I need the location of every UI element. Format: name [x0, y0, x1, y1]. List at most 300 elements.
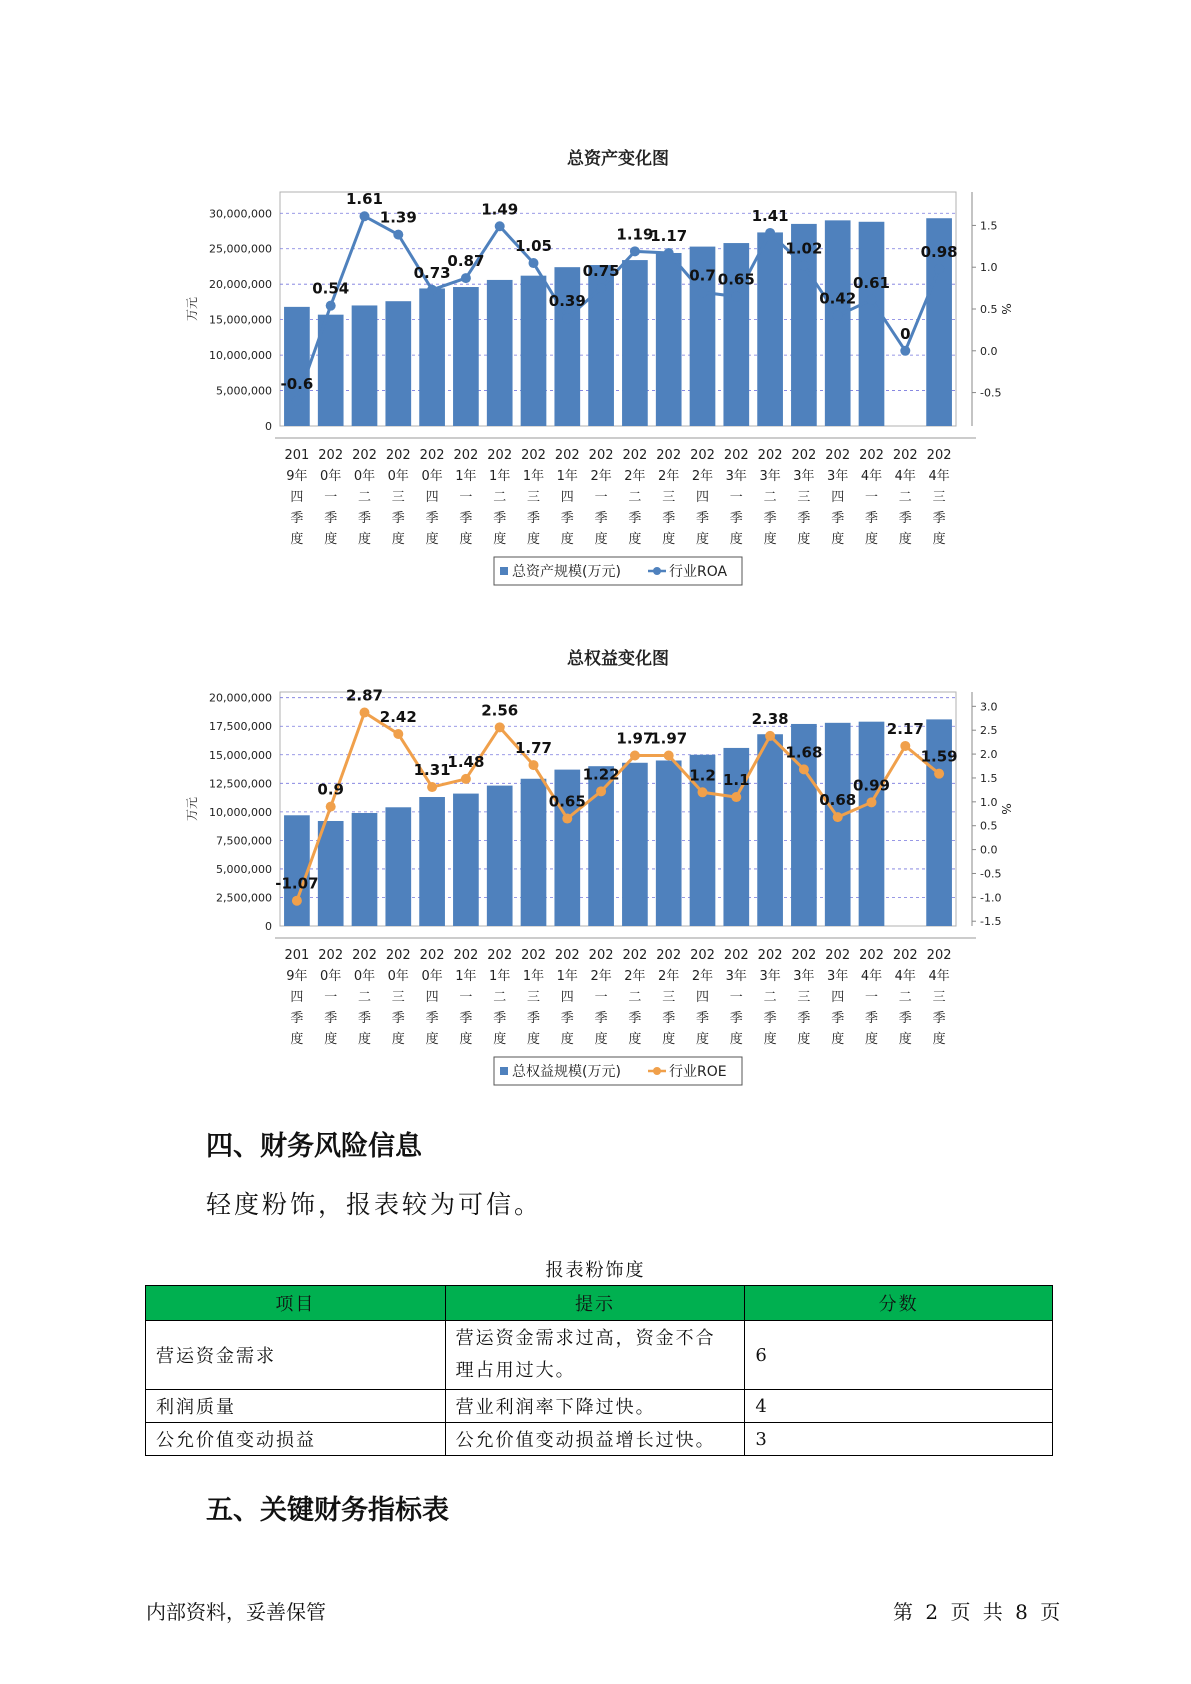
x-tick-label: 度	[290, 532, 304, 547]
data-label: 2.56	[481, 701, 519, 720]
x-tick-label: 度	[357, 532, 372, 547]
x-tick-label: 季	[357, 1011, 372, 1026]
bar	[419, 797, 445, 926]
data-label: 0.42	[819, 289, 857, 308]
x-tick-label: 二	[357, 490, 372, 505]
x-tick-label: 季	[425, 511, 439, 526]
line-point	[664, 248, 674, 258]
x-tick-label: 季	[324, 1011, 338, 1026]
total-equity-chart	[0, 640, 1191, 1090]
section-heading-financial-risk: 四、财务风险信息	[206, 1131, 422, 1162]
x-tick-label: 202	[622, 948, 648, 963]
y2-tick-label: 0.5	[980, 303, 998, 316]
x-tick-label: 二	[898, 490, 912, 505]
x-tick-label: 季	[763, 1011, 777, 1026]
data-label: 1.68	[785, 743, 823, 762]
x-tick-label: 202	[757, 448, 783, 463]
x-tick-label: 度	[695, 532, 710, 547]
line-point	[900, 346, 910, 356]
data-label: 2.38	[751, 709, 789, 728]
line-point	[562, 313, 572, 323]
x-tick-label: 度	[526, 1032, 541, 1047]
table-cell-item: 营运资金需求	[146, 1321, 446, 1390]
y-tick-label: 20,000,000	[209, 691, 272, 705]
x-tick-label: 度	[459, 532, 473, 547]
x-tick-label: 二	[493, 990, 507, 1005]
bar	[284, 307, 310, 426]
x-tick-label: 度	[729, 532, 743, 547]
line-point	[393, 230, 403, 240]
y2-tick-label: -1.0	[980, 891, 1002, 905]
footer-page-number: 第 2 页 共 8 页	[893, 1600, 1061, 1624]
x-tick-label: 202	[318, 448, 344, 463]
table-row	[146, 1390, 1053, 1423]
y-tick-label: 5,000,000	[216, 862, 272, 876]
x-tick-label: 202	[352, 948, 377, 963]
data-label: 1.1	[723, 771, 750, 790]
x-tick-label: 202	[487, 448, 513, 463]
x-tick-label: 2年	[691, 469, 714, 484]
x-tick-label: 季	[594, 1011, 608, 1026]
x-tick-label: 季	[425, 1011, 439, 1026]
bar	[385, 807, 411, 926]
bar	[521, 276, 547, 426]
x-tick-label: 度	[831, 1032, 845, 1047]
x-tick-label: 3年	[759, 969, 781, 984]
table-header-cell: 提示	[445, 1286, 745, 1321]
y-tick-label: 7,500,000	[216, 834, 272, 848]
data-label: 0.9	[317, 780, 344, 799]
y2-tick-label: 0.0	[980, 344, 998, 358]
x-tick-label: 三	[932, 990, 946, 1005]
table-header-cell: 分数	[745, 1286, 1053, 1321]
footer-confidential: 内部资料，妥善保管	[146, 1600, 326, 1624]
x-tick-label: 度	[898, 1032, 912, 1047]
x-tick-label: 4年	[860, 469, 883, 484]
bar	[487, 280, 513, 426]
line-point	[731, 792, 741, 802]
x-tick-label: 季	[729, 511, 743, 526]
data-label: -1.07	[275, 874, 319, 893]
table-caption: 报表粉饰度	[545, 1260, 646, 1281]
line-point	[360, 211, 370, 221]
x-tick-label: 2年	[590, 969, 612, 984]
x-tick-label: 度	[662, 1032, 676, 1047]
y-tick-label: 20,000,000	[209, 278, 272, 292]
line-point	[833, 812, 843, 822]
y-tick-label: 5,000,000	[216, 384, 272, 398]
x-tick-label: 三	[391, 490, 405, 505]
x-tick-label: 度	[729, 1032, 743, 1047]
data-label: 1.97	[650, 729, 688, 748]
x-tick-label: 度	[560, 1032, 574, 1047]
y2-tick-label: -1.5	[980, 915, 1002, 929]
x-tick-label: 3年	[725, 469, 747, 484]
x-tick-label: 2年	[691, 969, 714, 984]
data-label: 1.02	[785, 239, 823, 258]
bar	[385, 301, 411, 426]
x-tick-label: 三	[797, 990, 811, 1005]
x-tick-label: 四	[425, 490, 439, 505]
bar	[352, 305, 378, 426]
bar	[825, 723, 851, 926]
y2-tick-label: 1.0	[980, 795, 998, 809]
table-cell-score: 3	[745, 1423, 1053, 1456]
x-tick-label: 1年	[522, 969, 545, 984]
x-tick-label: 0年	[320, 969, 342, 984]
x-tick-label: 季	[695, 1011, 710, 1026]
line-point	[393, 729, 403, 739]
x-tick-label: 202	[521, 448, 546, 463]
x-tick-label: 度	[932, 532, 946, 547]
x-tick-label: 202	[791, 948, 817, 963]
x-tick-label: 3年	[793, 969, 815, 984]
data-label: 0.73	[413, 263, 451, 282]
x-tick-label: 一	[729, 490, 743, 505]
table-header-row	[146, 1286, 1053, 1321]
x-tick-label: 度	[797, 532, 811, 547]
legend-label: 行业ROE	[669, 1064, 727, 1080]
y2-axis-label: %	[999, 303, 1013, 315]
bar	[352, 813, 378, 926]
bar	[622, 763, 648, 926]
x-tick-label: 2年	[590, 469, 612, 484]
total-assets-chart-svg	[0, 140, 1191, 590]
x-tick-label: 202	[352, 448, 377, 463]
x-tick-label: 9年	[286, 969, 308, 984]
legend-label: 总权益规模(万元)	[512, 1064, 621, 1080]
x-tick-label: 二	[628, 490, 642, 505]
x-tick-label: 季	[526, 1011, 541, 1026]
x-tick-label: 季	[391, 1011, 405, 1026]
x-tick-label: 季	[695, 511, 710, 526]
bar	[453, 794, 479, 926]
x-tick-label: 三	[662, 490, 676, 505]
x-tick-label: 四	[831, 490, 845, 505]
x-tick-label: 三	[662, 990, 676, 1005]
x-tick-label: 季	[864, 1011, 879, 1026]
x-tick-label: 一	[729, 990, 743, 1005]
y2-tick-label: 1.5	[980, 219, 998, 233]
data-label: 2.17	[886, 719, 924, 738]
x-tick-label: 季	[560, 1011, 574, 1026]
line-point	[799, 764, 809, 774]
bar	[284, 815, 310, 926]
x-tick-label: 3年	[827, 469, 849, 484]
x-tick-label: 季	[628, 511, 642, 526]
x-tick-label: 4年	[894, 469, 916, 484]
y-tick-label: 15,000,000	[209, 748, 272, 762]
x-tick-label: 季	[493, 511, 507, 526]
x-tick-label: 0年	[353, 969, 376, 984]
table-header-cell: 项目	[146, 1286, 446, 1321]
x-tick-label: 一	[459, 990, 473, 1005]
x-tick-label: 度	[391, 532, 405, 547]
y-tick-label: 2,500,000	[216, 891, 272, 905]
x-tick-label: 202	[487, 948, 513, 963]
x-tick-label: 季	[324, 511, 338, 526]
x-tick-label: 202	[554, 948, 580, 963]
line-point	[630, 246, 640, 256]
y2-tick-label: 1.5	[980, 771, 998, 785]
line-point	[934, 264, 944, 274]
x-tick-label: 2年	[658, 969, 680, 984]
x-tick-label: 度	[797, 1032, 811, 1047]
x-tick-label: 度	[662, 532, 676, 547]
data-label: 0.7	[689, 266, 716, 285]
line-point	[495, 221, 505, 231]
x-tick-label: 202	[926, 448, 952, 463]
risk-summary-text: 轻度粉饰，报表较为可信。	[206, 1190, 543, 1219]
legend-label: 总资产规模(万元)	[512, 564, 621, 580]
x-tick-label: 202	[892, 948, 918, 963]
table-row	[146, 1423, 1053, 1456]
y-tick-label: 0	[265, 920, 272, 933]
bar	[757, 734, 783, 926]
line-point	[461, 774, 471, 784]
table-row	[146, 1321, 1053, 1390]
legend-swatch-bar	[500, 1067, 508, 1075]
data-label: 2.87	[345, 686, 384, 705]
x-tick-label: 0年	[387, 969, 409, 984]
bar	[622, 260, 648, 426]
y-tick-label: 25,000,000	[209, 242, 272, 256]
data-label: 1.61	[345, 190, 384, 209]
line-point	[596, 786, 606, 796]
line-point	[427, 782, 437, 792]
line-point	[664, 751, 674, 761]
x-tick-label: 季	[493, 1011, 507, 1026]
x-tick-label: 度	[324, 532, 338, 547]
x-tick-label: 三	[932, 490, 946, 505]
line-point	[698, 287, 708, 297]
data-label: 1.17	[650, 227, 688, 246]
x-tick-label: 3年	[725, 969, 747, 984]
x-tick-label: 202	[859, 948, 884, 963]
x-tick-label: 1年	[489, 969, 511, 984]
x-tick-label: 202	[825, 448, 851, 463]
x-tick-label: 0年	[387, 469, 409, 484]
data-label: 0.99	[852, 776, 891, 795]
x-tick-label: 季	[560, 511, 574, 526]
bar	[521, 779, 547, 926]
x-tick-label: 季	[898, 1011, 912, 1026]
x-tick-label: 202	[453, 948, 479, 963]
line-point	[562, 814, 572, 824]
x-tick-label: 1年	[556, 469, 578, 484]
x-tick-label: 度	[594, 532, 608, 547]
data-label: 1.22	[582, 765, 620, 784]
line-point	[326, 802, 336, 812]
x-tick-label: 度	[290, 1032, 304, 1047]
data-label: 1.97	[616, 729, 654, 748]
bar	[656, 253, 682, 426]
x-tick-label: 季	[459, 1011, 473, 1026]
x-tick-label: 1年	[455, 469, 477, 484]
y-tick-label: 30,000,000	[209, 207, 272, 221]
x-tick-label: 202	[690, 948, 715, 963]
x-tick-label: 202	[318, 948, 344, 963]
legend-swatch-point	[653, 1067, 661, 1075]
bar	[757, 232, 783, 426]
x-tick-label: 三	[797, 490, 811, 505]
x-tick-label: 度	[628, 532, 642, 547]
x-tick-label: 度	[898, 532, 912, 547]
legend-swatch-bar	[500, 567, 508, 575]
x-tick-label: 度	[425, 532, 439, 547]
line-point	[596, 283, 606, 293]
line-point	[360, 708, 370, 718]
line-point	[867, 797, 877, 807]
data-label: 1.39	[379, 208, 417, 227]
x-tick-label: 1年	[455, 969, 477, 984]
x-tick-label: 季	[797, 511, 811, 526]
x-tick-label: 四	[695, 990, 710, 1005]
x-tick-label: 度	[695, 1032, 710, 1047]
x-tick-label: 一	[324, 990, 338, 1005]
x-tick-label: 二	[628, 990, 642, 1005]
x-tick-label: 二	[763, 490, 777, 505]
x-tick-label: 季	[898, 511, 912, 526]
y2-tick-label: 3.0	[980, 700, 998, 714]
table-cell-score: 6	[745, 1321, 1053, 1390]
x-tick-label: 202	[588, 448, 614, 463]
x-tick-label: 季	[594, 511, 608, 526]
data-label: -0.6	[280, 374, 314, 393]
y2-axis-label: %	[999, 803, 1013, 815]
x-tick-label: 3年	[793, 469, 815, 484]
table-cell-item: 利润质量	[146, 1390, 446, 1423]
x-tick-label: 202	[554, 448, 580, 463]
data-label: 1.19	[616, 225, 654, 244]
line-point	[934, 769, 944, 779]
x-tick-label: 季	[763, 511, 777, 526]
x-tick-label: 季	[797, 1011, 811, 1026]
data-label: 0.65	[548, 792, 586, 811]
bar	[825, 220, 851, 426]
y2-tick-label: 1.0	[980, 261, 998, 275]
x-tick-label: 度	[628, 1032, 642, 1047]
chart-title: 总资产变化图	[567, 149, 669, 169]
x-tick-label: 度	[493, 1032, 507, 1047]
x-tick-label: 度	[459, 1032, 473, 1047]
x-tick-label: 度	[763, 1032, 777, 1047]
x-tick-label: 202	[859, 448, 884, 463]
x-tick-label: 202	[453, 448, 479, 463]
data-label: 1.2	[689, 766, 716, 785]
x-tick-label: 4年	[894, 969, 916, 984]
x-tick-label: 9年	[286, 469, 308, 484]
x-tick-label: 202	[419, 448, 445, 463]
x-tick-label: 202	[588, 948, 614, 963]
x-tick-label: 一	[864, 490, 879, 505]
x-tick-label: 二	[763, 990, 777, 1005]
data-label: 0.39	[548, 292, 586, 311]
table-cell-hint: 营运资金需求过高，资金不合理占用过大。	[445, 1321, 745, 1390]
x-tick-label: 四	[560, 990, 574, 1005]
data-label: 1.49	[481, 200, 519, 219]
x-tick-label: 一	[594, 990, 608, 1005]
x-tick-label: 度	[763, 532, 777, 547]
x-tick-label: 四	[831, 990, 845, 1005]
x-tick-label: 度	[526, 532, 541, 547]
line-point	[698, 787, 708, 797]
x-tick-label: 202	[385, 948, 411, 963]
data-label: 1.05	[514, 237, 553, 256]
x-tick-label: 四	[425, 990, 439, 1005]
line-point	[292, 896, 302, 906]
table-cell-item: 公允价值变动损益	[146, 1423, 446, 1456]
x-tick-label: 季	[290, 511, 304, 526]
x-tick-label: 二	[357, 990, 372, 1005]
data-label: 1.59	[920, 747, 958, 766]
bar	[656, 760, 682, 926]
x-tick-label: 季	[526, 511, 541, 526]
bar	[554, 267, 580, 426]
x-tick-label: 二	[898, 990, 912, 1005]
y2-tick-label: -0.5	[980, 386, 1002, 400]
x-tick-label: 季	[662, 1011, 676, 1026]
data-label: 1.48	[447, 752, 485, 771]
total-equity-chart-svg	[0, 640, 1191, 1090]
x-tick-label: 201	[284, 948, 310, 963]
bar	[859, 222, 885, 426]
x-tick-label: 4年	[928, 969, 950, 984]
data-label: 0.98	[920, 242, 958, 261]
x-tick-label: 201	[284, 448, 310, 463]
x-tick-label: 三	[391, 990, 405, 1005]
x-tick-label: 四	[290, 990, 304, 1005]
line-point	[427, 285, 437, 295]
bar	[859, 722, 885, 926]
x-tick-label: 度	[932, 1032, 946, 1047]
line-point	[900, 741, 910, 751]
x-tick-label: 0年	[421, 469, 443, 484]
legend-swatch-point	[653, 567, 661, 575]
chart-title: 总权益变化图	[567, 649, 669, 669]
y2-tick-label: -0.5	[980, 867, 1002, 881]
x-tick-label: 度	[357, 1032, 372, 1047]
legend-label: 行业ROA	[669, 564, 728, 580]
x-tick-label: 季	[459, 511, 473, 526]
y-tick-label: 10,000,000	[209, 805, 272, 819]
x-tick-label: 202	[791, 448, 817, 463]
x-tick-label: 202	[385, 448, 411, 463]
data-label: 0.54	[312, 279, 350, 298]
x-tick-label: 3年	[759, 469, 781, 484]
section-heading-key-indicators: 五、关键财务指标表	[206, 1495, 449, 1526]
x-tick-label: 度	[594, 1032, 608, 1047]
x-tick-label: 季	[290, 1011, 304, 1026]
bar	[487, 786, 513, 926]
y-tick-label: 15,000,000	[209, 313, 272, 327]
x-tick-label: 度	[831, 532, 845, 547]
data-label: 1.77	[514, 739, 553, 758]
y-tick-label: 12,500,000	[209, 777, 272, 791]
table-cell-score: 4	[745, 1390, 1053, 1423]
data-label: 1.31	[413, 761, 451, 780]
line-point	[326, 301, 336, 311]
y-axis-label: 万元	[185, 296, 199, 322]
x-tick-label: 二	[493, 490, 507, 505]
x-tick-label: 一	[324, 490, 338, 505]
data-label: 0.87	[447, 252, 485, 271]
bar	[419, 288, 445, 426]
x-tick-label: 202	[622, 448, 648, 463]
x-tick-label: 度	[324, 1032, 338, 1047]
x-tick-label: 202	[723, 448, 749, 463]
x-tick-label: 1年	[489, 469, 511, 484]
